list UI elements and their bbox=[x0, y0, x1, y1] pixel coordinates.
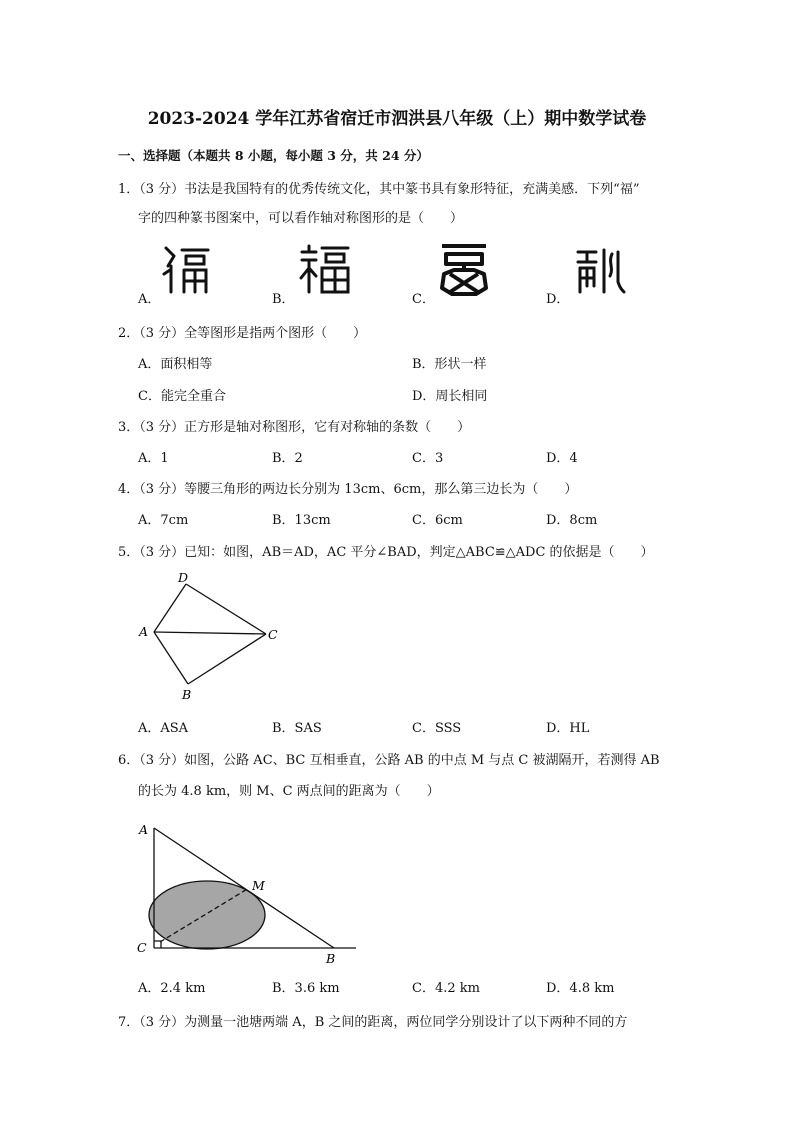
q6-option-d: D．4.8 km bbox=[546, 981, 615, 996]
q1-stem-line1: 1．（3 分）书法是我国特有的优秀传统文化，其中篆书具有象形特征，充满美感．下列“福” bbox=[118, 182, 640, 197]
q3-stem: 3．（3 分）正方形是轴对称图形，它有对称轴的条数（ ） bbox=[118, 420, 471, 435]
segment-ac bbox=[154, 632, 266, 634]
right-angle-mark bbox=[154, 941, 161, 948]
q1-option-c: C． bbox=[412, 292, 435, 307]
q6-stem-line2: 的长为 4.8 km，则 M、C 两点间的距离为（ ） bbox=[138, 784, 440, 799]
seal-glyph-a-image bbox=[160, 244, 212, 296]
q3-option-a: A．1 bbox=[138, 451, 169, 466]
q6-option-a: A．2.4 km bbox=[138, 981, 206, 996]
point-label-a: A bbox=[139, 624, 149, 639]
q1-option-b: B． bbox=[272, 292, 295, 307]
point-label-d: D bbox=[178, 570, 189, 585]
q2-option-b: B．形状一样 bbox=[412, 357, 487, 372]
q6-option-b: B．3.6 km bbox=[272, 981, 340, 996]
segment-bc bbox=[188, 634, 266, 684]
q5-option-b: B．SAS bbox=[272, 721, 322, 736]
q2-option-d: D．周长相同 bbox=[412, 389, 488, 404]
seal-glyph-b-image bbox=[298, 242, 352, 296]
q6-lake-figure bbox=[134, 818, 364, 968]
point-label-c: C bbox=[137, 940, 147, 955]
q4-option-d: D．8cm bbox=[546, 513, 598, 528]
seal-glyph-d-image bbox=[574, 246, 626, 296]
q2-option-a: A．面积相等 bbox=[138, 357, 213, 372]
q2-stem: 2．（3 分）全等图形是指两个图形（ ） bbox=[118, 326, 367, 341]
q5-option-a: A．ASA bbox=[138, 721, 189, 736]
point-label-a: A bbox=[139, 822, 149, 837]
q5-option-d: D．HL bbox=[546, 721, 590, 736]
q6-option-c: C．4.2 km bbox=[412, 981, 480, 996]
lake-ellipse bbox=[149, 881, 265, 949]
q4-option-a: A．7cm bbox=[138, 513, 189, 528]
q1-stem-line2: 字的四种篆书图案中，可以看作轴对称图形的是（ ） bbox=[138, 211, 464, 226]
q4-option-c: C．6cm bbox=[412, 513, 463, 528]
q5-stem: 5．（3 分）已知：如图，AB＝AD，AC 平分∠BAD，判定△ABC≌△ADC 的依据是（ ） bbox=[118, 545, 654, 560]
q4-option-b: B．13cm bbox=[272, 513, 331, 528]
q5-kite-figure bbox=[136, 568, 296, 703]
q3-option-c: C．3 bbox=[412, 451, 444, 466]
segment-dc bbox=[186, 584, 266, 634]
q5-option-c: C．SSS bbox=[412, 721, 462, 736]
q6-stem-line1: 6．（3 分）如图，公路 AC、BC 互相垂直，公路 AB 的中点 M 与点 C 被湖隔开，若测得 AB bbox=[118, 753, 660, 768]
q3-option-d: D．4 bbox=[546, 451, 578, 466]
point-label-c: C bbox=[268, 627, 278, 642]
seal-glyph-c-image bbox=[436, 240, 492, 298]
q7-stem-line1: 7．（3 分）为测量一池塘两端 A，B 之间的距离，两位同学分别设计了以下两种不同的方 bbox=[118, 1015, 628, 1030]
segment-ab bbox=[154, 632, 188, 684]
q2-option-c: C．能完全重合 bbox=[138, 389, 226, 404]
section-heading: 一、选择题（本题共 8 小题，每小题 3 分，共 24 分） bbox=[118, 148, 429, 163]
page-title: 2023-2024 学年江苏省宿迁市泗洪县八年级（上）期中数学试卷 bbox=[147, 109, 647, 129]
q3-option-b: B．2 bbox=[272, 451, 303, 466]
q1-option-d: D． bbox=[546, 292, 570, 307]
point-label-b: B bbox=[326, 951, 336, 966]
segment-ad bbox=[154, 584, 186, 632]
point-label-m: M bbox=[252, 878, 265, 893]
q1-option-a: A． bbox=[138, 292, 161, 307]
q4-stem: 4．（3 分）等腰三角形的两边长分别为 13cm、6cm，那么第三边长为（ ） bbox=[118, 482, 578, 497]
point-label-b: B bbox=[182, 687, 192, 702]
